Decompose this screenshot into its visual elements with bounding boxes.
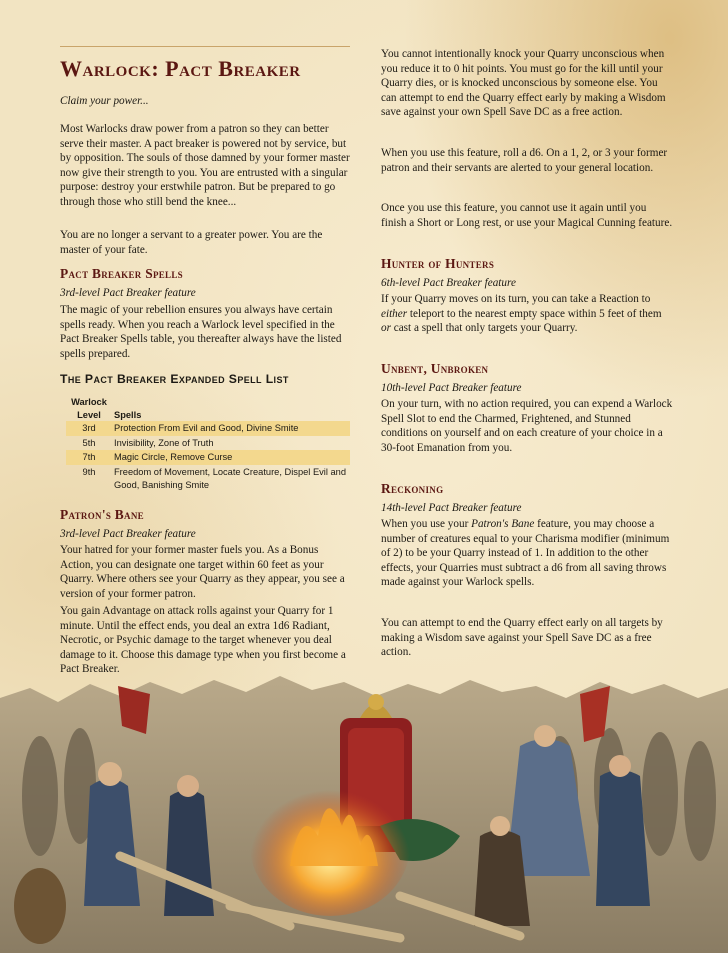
pact-breaker-spells-heading: Pact Breaker Spells [60, 266, 183, 281]
patrons-bane-paragraph-1: Your hatred for your former master fuels you. As a Bonus Action, you can designate one target within 60 feet as your Quarry. Where others see your Quarry as they appear, you see a version of your former patron. [60, 544, 345, 600]
throne-burning-illustration [0, 676, 728, 953]
reckoning-text-patrons-bane: Patron's Bane [471, 518, 535, 530]
spell-table-spells-header: Spells [114, 409, 142, 420]
pact-breaker-spells-feature: 3rd-level Pact Breaker feature [60, 287, 196, 299]
hunter-text-c: cast a spell that only targets your Quarry. [390, 322, 578, 335]
pact-breaker-spells-body: The magic of your rebellion ensures you always have certain spells ready. When you reach a Warlock level specified in the Pact Breaker Spells table, you thereafter always have the listed spells prepared. [60, 304, 342, 360]
reckoning-heading: Reckoning [381, 481, 444, 496]
hunter-text-b: teleport to the nearest empty space within 5 feet of them [407, 307, 662, 320]
spell-level-cell: 9th [82, 466, 96, 477]
spell-table [66, 396, 350, 492]
spell-table-row [66, 436, 350, 451]
hunter-of-hunters-feature: 6th-level Pact Breaker feature [381, 277, 516, 289]
page-title: Warlock: Pact Breaker [60, 56, 301, 81]
unbent-unbroken-body: On your turn, with no action required, you can expend a Warlock Spell Slot to end the Charmed, Frightened, and Stunned conditions on yourself and on each creature of your choice in a 30-foot Emanation from you. [381, 398, 673, 454]
intro-paragraph-1: Most Warlocks draw power from a patron so they can better serve their master. A pact breaker is powered not by service, but by opposition. The souls of those damned by your former master now give their strength to you. You are entrusted with a singular purpose: destroy your erstwhile patron. But be prepared to go through those who still bend the knee... [60, 123, 350, 208]
spell-level-cell: 3rd [66, 421, 112, 436]
hunter-text-either: either [381, 307, 408, 320]
patrons-bane-paragraph-3: You cannot intentionally knock your Quarry unconscious when you reduce it to 0 hit points. You must go for the kill until your Quarry dies, or is knocked unconscious by someone else. You can attempt to end the Quarry effect early by making a Wisdom save against your own Spell Save DC as a free action. [381, 48, 666, 119]
hunter-text-a: If your Quarry moves on its turn, you can take a Reaction to [381, 293, 651, 305]
spell-list-cell: Invisibility, Zone of Truth [114, 437, 214, 448]
hunter-text-or: or [381, 322, 391, 335]
intro-paragraph-2: You are no longer a servant to a greater power. You are the master of your fate. [60, 229, 323, 256]
level-header-line-2: Level [77, 409, 101, 420]
patrons-bane-paragraph-2: You gain Advantage on attack rolls against your Quarry for 1 minute. Until the effect ends, you deal an extra 1d6 Radiant, Necrotic, or Psychic damage to the target whenever you deal damage to it. Choose this damage type when you first become a Pact Breaker. [60, 605, 346, 676]
reckoning-paragraph-1 [381, 517, 673, 590]
tagline: Claim your power... [60, 95, 149, 107]
patrons-bane-paragraph-4: When you use this feature, roll a d6. On a 1, 2, or 3 your former patron and their servants are alerted to your general location. [381, 147, 668, 174]
hunter-of-hunters-body [381, 292, 673, 336]
reckoning-text-b: feature, you may choose a number of creatures equal to your Charisma modifier (minimum of 2) to be your Quarry instead of 1. In addition to the other effects, your Quarries must subtract a d6 from all saving throws made against your Warlock spells. [381, 518, 670, 589]
patrons-bane-feature: 3rd-level Pact Breaker feature [60, 528, 196, 540]
spell-table-row [66, 421, 350, 436]
reckoning-feature: 14th-level Pact Breaker feature [381, 502, 522, 514]
patrons-bane-paragraph-5: Once you use this feature, you cannot use it again until you finish a Short or Long rest, or use your Magical Cunning feature. [381, 202, 673, 229]
barrel [14, 868, 66, 944]
unbent-unbroken-feature: 10th-level Pact Breaker feature [381, 382, 522, 394]
unbent-unbroken-heading: Unbent, Unbroken [381, 361, 489, 376]
spell-table-row [66, 465, 350, 492]
spell-table-header [66, 396, 350, 421]
hunter-of-hunters-heading: Hunter of Hunters [381, 256, 495, 271]
spell-table-row [66, 450, 350, 465]
spell-list-cell: Protection From Evil and Good, Divine Smite [112, 421, 350, 436]
spell-list-heading: The Pact Breaker Expanded Spell List [60, 372, 289, 386]
reckoning-text-a: When you use your [381, 518, 472, 530]
spell-list-cell: Magic Circle, Remove Curse [112, 450, 350, 465]
spell-table-level-header [66, 396, 112, 421]
spell-level-cell: 7th [66, 450, 112, 465]
patrons-bane-heading: Patron's Bane [60, 507, 144, 522]
reckoning-paragraph-2: You can attempt to end the Quarry effect early on all targets by making a Wisdom save against your Spell Save DC as a free action. [381, 617, 663, 659]
title-rule [60, 46, 350, 47]
spell-list-cell: Freedom of Movement, Locate Creature, Dispel Evil and Good, Banishing Smite [114, 466, 347, 490]
spell-level-cell: 5th [82, 437, 96, 448]
level-header-line-1: Warlock [71, 397, 107, 407]
